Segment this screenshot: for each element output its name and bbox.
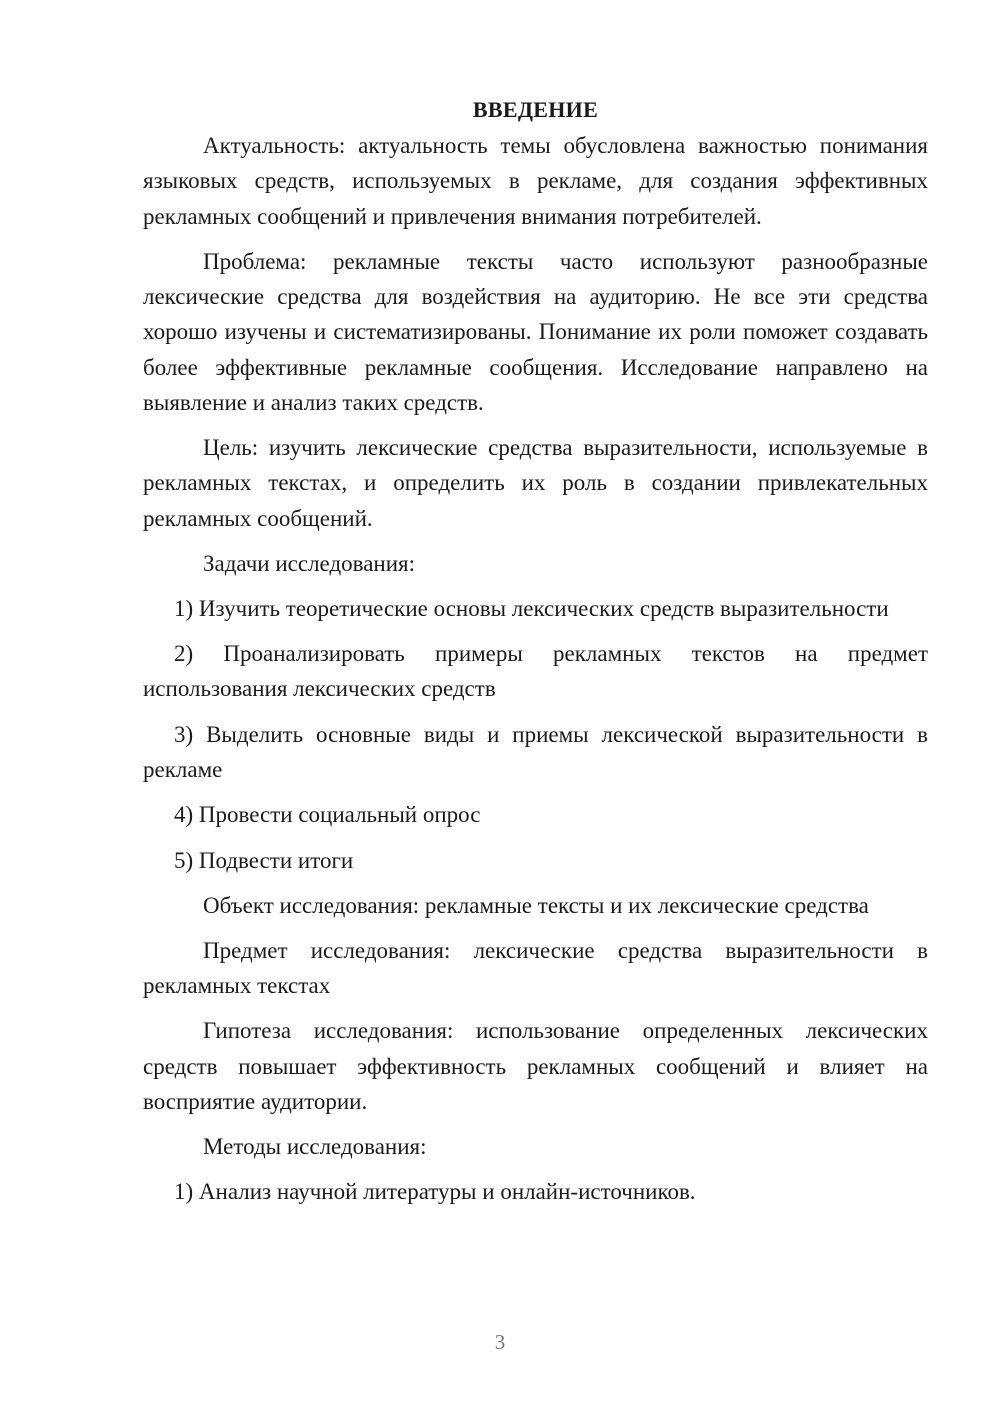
task-item-3: 3) Выделить основные виды и приемы лексической выразительности в рекламе (143, 721, 928, 782)
problem-paragraph: Проблема: рекламные тексты часто используют разнообразные лексические средства для воздействия на аудиторию. Не все эти средства хорошо изучены и систематизированы. Понимание их роли поможет создавать более эффективные рекламные сообщения. Исследование направлено на выявление и анализ таких средств. (143, 248, 928, 415)
hypothesis-paragraph: Гипотеза исследования: использование определенных лексических средств повышает эффективность рекламных сообщений и влияет на восприятие аудитории. (143, 1018, 928, 1114)
task-item-4: 4) Провести социальный опрос (174, 802, 481, 828)
task-item-1: 1) Изучить теоретические основы лексических средств выразительности (174, 595, 889, 621)
task-item-2: 2) Проанализировать примеры рекламных текстов на предмет использования лексических средств (143, 641, 928, 702)
section-heading: ВВЕДЕНИЕ (472, 97, 599, 122)
tasks-title: Задачи исследования: (203, 550, 416, 576)
subject-paragraph: Предмет исследования: лексические средства выразительности в рекламных текстах (143, 937, 928, 999)
goal-paragraph: Цель: изучить лексические средства выразительности, используемые в рекламных текстах, и определить их роль в создании привлекательных рекламных сообщений. (143, 434, 928, 531)
object-paragraph: Объект исследования: рекламные тексты и их лексические средства (203, 892, 869, 918)
page-number: 3 (494, 1330, 506, 1354)
methods-title: Методы исследования: (203, 1134, 427, 1159)
page-content (143, 92, 928, 1219)
task-item-5: 5) Подвести итоги (174, 847, 354, 873)
relevance-paragraph: Актуальность: актуальность темы обусловлена важностью понимания языковых средств, используемых в рекламе, для создания эффективных рекламных сообщений и привлечения внимания потребителей. (143, 133, 928, 229)
method-item-1: 1) Анализ научной литературы и онлайн-источников. (174, 1179, 696, 1205)
